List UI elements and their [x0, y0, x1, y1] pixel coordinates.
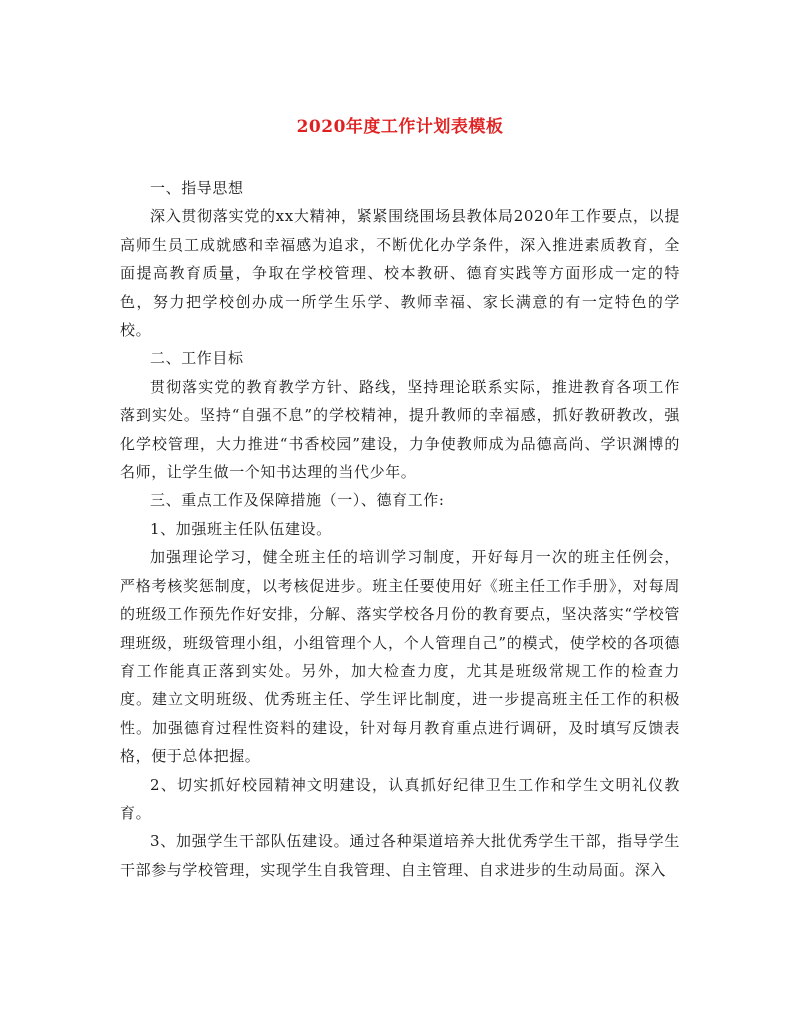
subheading-class-teacher-team: 1、加强班主任队伍建设。: [150, 519, 332, 538]
paragraph-campus-civilization: 2、切实抓好校园精神文明建设，认真抓好纪律卫生工作和学生文明礼仪教育。: [120, 775, 680, 822]
document-title: 2020年度工作计划表模板: [296, 117, 504, 137]
section-heading-key-work: 三、重点工作及保障措施（一）、德育工作:: [150, 491, 445, 510]
paragraph-class-teacher-team: 加强理论学习，健全班主任的培训学习制度，开好每月一次的班主任例会，严格考核奖惩制度，以考核促进步。班主任要使用好《班主任工作手册》，对每周的班级工作预先作好安排，分解、落实学校各月份的教育要点，坚决落实“学校管理班级，班级管理小组，小组管理个人，个人管理自己”的模式，使学校的各项德育工作能真正落到实处。另外，加大检查力度，尤其是班级常规工作的检查力度。建立文明班级、优秀班主任、学生评比制度，进一步提高班主任工作的积极性。加强德育过程性资料的建设，针对每月教育重点进行调研，及时填写反馈表格，便于总体把握。: [120, 548, 680, 766]
section-heading-work-goals: 二、工作目标: [150, 349, 244, 368]
section-heading-guiding-ideology: 一、指导思想: [150, 179, 244, 197]
paragraph-work-goals: 贯彻落实党的教育教学方针、路线，坚持理论联系实际，推进教育各项工作落到实处。坚持“自强不息”的学校精神，提升教师的幸福感，抓好教研教改，强化学校管理，大力推进“书香校园”建设，力争使教师成为品德高尚、学识渊博的名师，让学生做一个知书达理的当代少年。: [120, 377, 680, 482]
document-body: [120, 174, 680, 884]
paragraph-student-cadre-team: 3、加强学生干部队伍建设。通过各种渠道培养大批优秀学生干部，指导学生干部参与学校管理，实现学生自我管理、自主管理、自求进步的生动局面。深入: [120, 832, 680, 879]
paragraph-guiding-ideology: 深入贯彻落实党的xx大精神，紧紧围绕围场县教体局2020年工作要点，以提高师生员工成就感和幸福感为追求，不断优化办学条件，深入推进素质教育，全面提高教育质量，争取在学校管理、校本教研、德育实践等方面形成一定的特色，努力把学校创办成一所学生乐学、教师幸福、家长满意的有一定特色的学校。: [120, 207, 680, 340]
